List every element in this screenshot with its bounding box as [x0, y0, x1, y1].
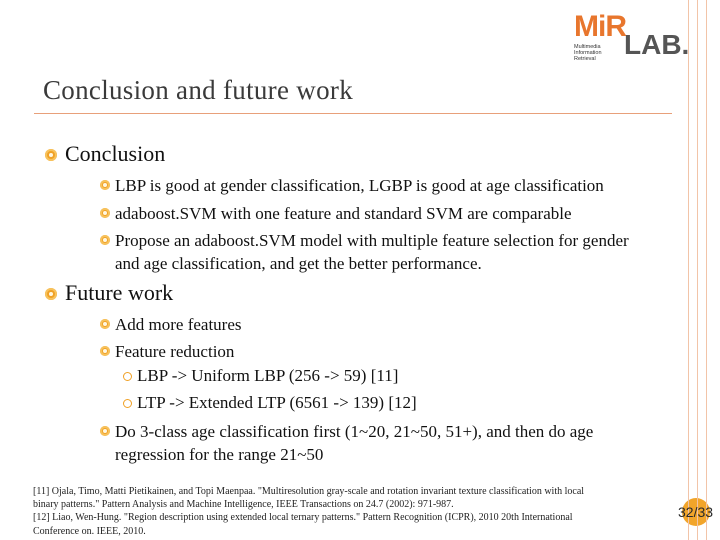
- slide-title: Conclusion and future work: [43, 75, 353, 105]
- list-item: Feature reduction: [115, 342, 235, 361]
- list-item: LBP is good at gender classification, LGBP is good at age classification: [115, 176, 604, 195]
- bullet-icon: [100, 346, 110, 356]
- sub-bullet-icon: [123, 399, 132, 408]
- reference-line: binary patterns." Pattern Analysis and Machine Intelligence, IEEE Transactions on 24.7 (2002): 971-987.: [33, 499, 454, 511]
- sub-list-item: LBP -> Uniform LBP (256 -> 59) [11]: [137, 366, 399, 385]
- list-item: Propose an adaboost.SVM model with multiple feature selection for gender: [115, 231, 629, 250]
- bullet-icon: [45, 288, 57, 300]
- list-item: Add more features: [115, 315, 242, 334]
- list-item: Do 3-class age classification first (1~20, 21~50, 51+), and then do age: [115, 422, 594, 441]
- bullet-icon: [100, 426, 110, 436]
- list-item: adaboost.SVM with one feature and standard SVM are comparable: [115, 204, 572, 223]
- page-number: 32/33: [678, 500, 712, 524]
- section-heading-conclusion: Conclusion: [65, 141, 166, 166]
- logo-tagline: Multimedia Information Retrieval: [574, 44, 602, 62]
- bullet-icon: [45, 149, 57, 161]
- section-heading-future-work: Future work: [65, 280, 174, 305]
- sub-bullet-icon: [123, 372, 132, 381]
- reference-line: [12] Liao, Wen-Hung. "Region description using extended local ternary patterns." Pattern Recognition (ICPR), 2010 20th International: [33, 512, 573, 524]
- decorative-line: [697, 0, 698, 540]
- bullet-icon: [100, 208, 110, 218]
- bullet-icon: [100, 319, 110, 329]
- reference-line: [11] Ojala, Timo, Matti Pietikainen, and Topi Maenpaa. "Multiresolution gray-scale and rotation invariant texture classification with local: [33, 486, 585, 497]
- decorative-line: [688, 0, 689, 540]
- mir-lab-logo: [574, 10, 690, 62]
- bullet-icon: [100, 235, 110, 245]
- sub-list-item: LTP -> Extended LTP (6561 -> 139) [12]: [137, 393, 417, 412]
- list-item-continuation: regression for the range 21~50: [115, 445, 324, 464]
- decorative-line: [706, 0, 707, 540]
- logo-brand: MiR: [574, 10, 626, 43]
- list-item-continuation: and age classification, and get the better performance.: [115, 254, 482, 273]
- title-divider: [34, 113, 672, 114]
- bullet-icon: [100, 180, 110, 190]
- reference-line: Conference on. IEEE, 2010.: [33, 525, 146, 537]
- references: [33, 485, 653, 538]
- logo-lab: LAB.: [624, 29, 690, 60]
